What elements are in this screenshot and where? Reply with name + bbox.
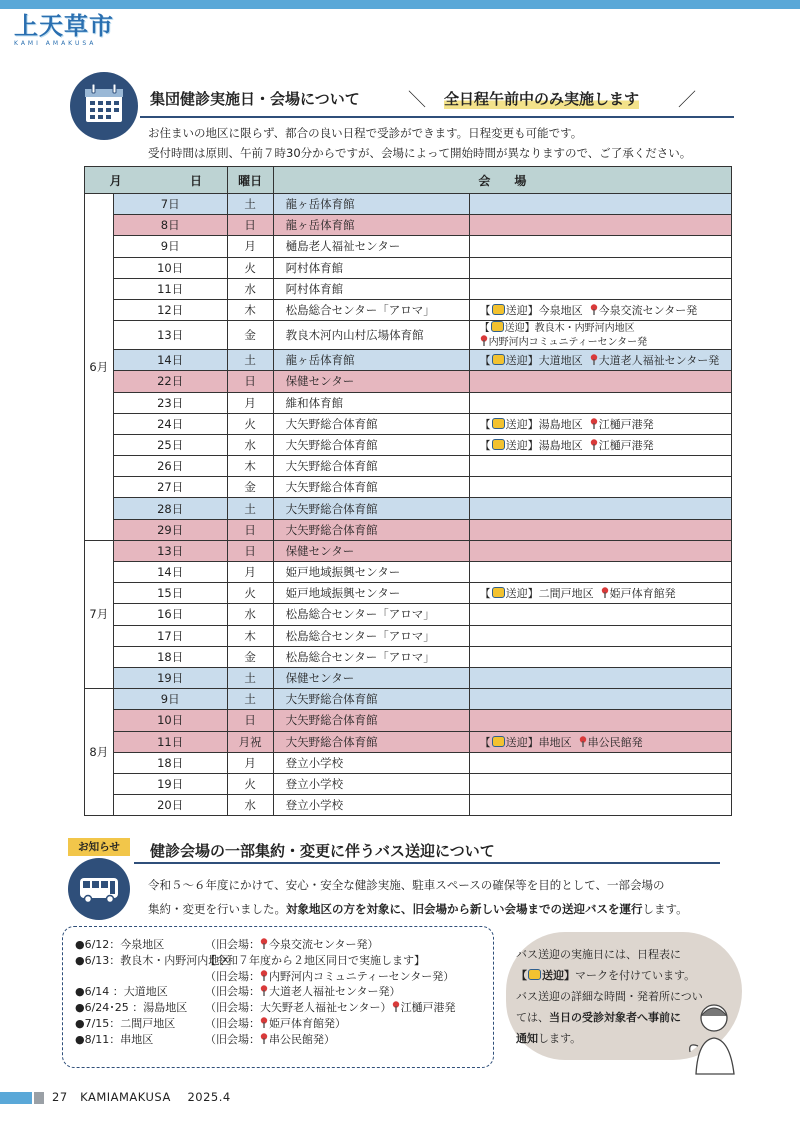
bus-list-item	[75, 969, 493, 985]
bus-list-detail	[205, 984, 401, 1000]
note-cell	[469, 477, 731, 498]
weekday-cell: 日	[227, 371, 273, 392]
bus-area: 湯島地区	[538, 438, 583, 452]
venue-cell: 姫戸地域振興センター	[273, 562, 469, 583]
weekday-cell: 日	[227, 519, 273, 540]
day-cell: 11日	[113, 278, 227, 299]
table-row	[85, 392, 732, 413]
table-row	[85, 299, 732, 320]
venue-cell: 大矢野総合体育館	[273, 498, 469, 519]
bus-list-date-area: ●6/13：教良木・内野河内地区	[75, 953, 231, 967]
table-row	[85, 646, 732, 667]
bus-mark-icon	[492, 304, 505, 315]
weekday-cell: 月	[227, 562, 273, 583]
venue-cell: 教良木河内山村広場体育館	[273, 321, 469, 350]
logo-main: 上天草市	[14, 12, 114, 40]
bus-mark-icon	[492, 418, 505, 429]
table-row	[85, 752, 732, 773]
day-cell: 13日	[113, 321, 227, 350]
day-cell: 16日	[113, 604, 227, 625]
table-row	[85, 236, 732, 257]
bus-list-item	[75, 1032, 493, 1048]
section-title: 集団健診実施日・会場について	[150, 90, 360, 108]
day-cell: 8日	[113, 215, 227, 236]
weekday-cell: 日	[227, 215, 273, 236]
weekday-cell: 木	[227, 299, 273, 320]
weekday-cell: 水	[227, 604, 273, 625]
bus-list-date-area: ●7/15：二間戸地区	[75, 1016, 176, 1030]
weekday-cell: 火	[227, 257, 273, 278]
note-cell	[469, 456, 731, 477]
day-cell: 12日	[113, 299, 227, 320]
bus-list-old-venue: 【令和７年度から２地区同日で実施します】	[205, 953, 425, 967]
table-row	[85, 321, 732, 350]
day-cell: 25日	[113, 434, 227, 455]
table-row	[85, 604, 732, 625]
table-row	[85, 731, 732, 752]
section-divider	[140, 116, 734, 118]
header-day: 日	[190, 173, 203, 188]
bus-list-departure: 内野河内コミュニティーセンター発）	[269, 969, 455, 983]
bus-note-cell: 【 送迎】湯島地区 江樋戸港発	[469, 413, 731, 434]
weekday-cell: 水	[227, 278, 273, 299]
header-month: 月	[109, 173, 122, 188]
publication-name: KAMIAMAKUSA	[80, 1090, 171, 1104]
table-row	[85, 667, 732, 688]
venue-cell: 保健センター	[273, 371, 469, 392]
table-row	[85, 371, 732, 392]
day-cell: 19日	[113, 773, 227, 794]
note-cell	[469, 194, 731, 215]
table-header-row	[85, 167, 732, 194]
bus-list-item	[75, 953, 493, 969]
header-venue: 会 場	[273, 167, 731, 194]
day-cell: 24日	[113, 413, 227, 434]
day-cell: 29日	[113, 519, 227, 540]
bus-label: 送迎	[505, 735, 528, 749]
table-row	[85, 477, 732, 498]
bus-note-cell: 【 送迎】二間戸地区 姫戸体育館発	[469, 583, 731, 604]
table-row	[85, 773, 732, 794]
bus-area: 串地区	[538, 735, 572, 749]
nurse-illustration-icon	[676, 996, 746, 1076]
venue-cell: 松島総合センター「アロマ」	[273, 604, 469, 625]
bus-note-cell: 【 送迎】今泉地区 今泉交流センター発	[469, 299, 731, 320]
venue-cell: 龍ヶ岳体育館	[273, 350, 469, 371]
weekday-cell: 月	[227, 752, 273, 773]
bus-departure: 姫戸体育館発	[609, 587, 676, 601]
bus-list-old-venue: （旧会場：大矢野老人福祉センター）	[205, 1001, 392, 1015]
bus-list-item	[75, 1000, 493, 1016]
venue-cell: 阿村体育館	[273, 278, 469, 299]
intro-line-2: 受付時間は原則、午前７時30分からですが、会場によって開始時間が異なりますので、ご了承ください。	[148, 146, 692, 160]
bus-list-old-venue: （旧会場：	[205, 1032, 260, 1046]
bus-departure: 大道老人福祉センター発	[598, 354, 720, 368]
note-cell	[469, 795, 731, 816]
cloud-text	[516, 944, 703, 1049]
month-cell: 6月	[85, 194, 114, 541]
weekday-cell: 土	[227, 667, 273, 688]
bus-label: 送迎	[505, 304, 528, 318]
note-cell	[469, 689, 731, 710]
venue-cell: 登立小学校	[273, 773, 469, 794]
day-cell: 18日	[113, 646, 227, 667]
table-row	[85, 215, 732, 236]
venue-cell: 松島総合センター「アロマ」	[273, 646, 469, 667]
day-cell: 10日	[113, 710, 227, 731]
day-cell: 13日	[113, 540, 227, 561]
note-cell	[469, 371, 731, 392]
weekday-cell: 日	[227, 540, 273, 561]
bus-departure: 内野河内コミュニティーセンター発	[488, 337, 648, 349]
pin-icon	[260, 1017, 268, 1028]
note-cell	[469, 604, 731, 625]
note-cell	[469, 215, 731, 236]
weekday-cell: 月	[227, 236, 273, 257]
footer-text	[52, 1090, 231, 1104]
day-cell: 11日	[113, 731, 227, 752]
bus-list-detail	[205, 953, 425, 969]
note-cell	[469, 562, 731, 583]
day-cell: 17日	[113, 625, 227, 646]
venue-cell: 大矢野総合体育館	[273, 731, 469, 752]
weekday-cell: 水	[227, 795, 273, 816]
pin-icon	[590, 304, 598, 315]
bus-icon	[68, 858, 130, 920]
pin-icon	[260, 985, 268, 996]
table-row	[85, 519, 732, 540]
note-cell	[469, 667, 731, 688]
footer-bar	[0, 1092, 32, 1104]
cloud-line-4b: 当日の受診対象者へ事前に	[549, 1011, 681, 1024]
table-row	[85, 625, 732, 646]
note-cell	[469, 392, 731, 413]
bus-list-detail	[205, 937, 379, 953]
weekday-cell: 金	[227, 646, 273, 667]
day-cell: 23日	[113, 392, 227, 413]
day-cell: 14日	[113, 562, 227, 583]
note-cell	[469, 519, 731, 540]
calendar-icon	[70, 72, 138, 140]
slash-right: ／	[678, 90, 696, 111]
weekday-cell: 金	[227, 477, 273, 498]
bus-list-date-area: ●6/24･25 ：湯島地区	[75, 1001, 188, 1015]
cloud-line-3: バス送迎の詳細な時間・発着所につい	[516, 990, 703, 1003]
city-logo	[14, 12, 124, 52]
day-cell: 20日	[113, 795, 227, 816]
weekday-cell: 月	[227, 392, 273, 413]
pin-icon	[260, 938, 268, 949]
bus-list-old-venue: （旧会場：	[205, 985, 260, 999]
note-cell	[469, 540, 731, 561]
weekday-cell: 木	[227, 456, 273, 477]
weekday-cell: 火	[227, 583, 273, 604]
bus-departure: 江樋戸港発	[598, 417, 654, 431]
weekday-cell: 土	[227, 350, 273, 371]
note-cell	[469, 236, 731, 257]
month-cell: 8月	[85, 689, 114, 816]
bus-list-detail	[205, 1032, 335, 1048]
pin-icon	[579, 736, 587, 747]
bus-area: 二間戸地区	[538, 587, 594, 601]
weekday-cell: 水	[227, 434, 273, 455]
note-cell	[469, 498, 731, 519]
note-cell	[469, 278, 731, 299]
venue-cell: 龍ヶ岳体育館	[273, 215, 469, 236]
day-cell: 14日	[113, 350, 227, 371]
table-row	[85, 540, 732, 561]
day-cell: 9日	[113, 689, 227, 710]
venue-cell: 大矢野総合体育館	[273, 519, 469, 540]
bus-label: 送迎	[505, 587, 528, 601]
table-row	[85, 350, 732, 371]
bus-mark-icon	[492, 736, 505, 747]
header-weekday: 曜日	[227, 167, 273, 194]
pin-icon	[260, 1033, 268, 1044]
table-row	[85, 689, 732, 710]
table-row	[85, 795, 732, 816]
day-cell: 9日	[113, 236, 227, 257]
cloud-line-2a: 【	[516, 969, 527, 982]
cloud-line-1: バス送迎の実施日には、日程表に	[516, 948, 681, 961]
pin-icon	[480, 335, 488, 346]
weekday-cell: 火	[227, 773, 273, 794]
bus-list-item	[75, 937, 493, 953]
pin-icon	[590, 439, 598, 450]
notice-line-2	[148, 897, 728, 921]
bus-mark-icon	[492, 439, 505, 450]
publication-date: 2025.4	[187, 1090, 231, 1104]
top-bar	[0, 0, 800, 9]
header-month-day	[85, 167, 228, 194]
bus-note-cell: 【 送迎】串地区 串公民館発	[469, 731, 731, 752]
bus-list-detail	[205, 969, 454, 985]
bus-list-detail	[205, 1000, 456, 1016]
cloud-line-4a: ては、	[516, 1011, 549, 1024]
table-row	[85, 583, 732, 604]
venue-cell: 大矢野総合体育館	[273, 456, 469, 477]
bus-mark-icon	[492, 354, 505, 365]
weekday-cell: 月祝	[227, 731, 273, 752]
notice-line-1: 令和５～６年度にかけて、安心・安全な健診実施、駐車スペースの確保等を目的として、一部会場の	[148, 878, 665, 892]
bus-note-cell: 【 送迎】湯島地区 江樋戸港発	[469, 434, 731, 455]
bus-label: 送迎	[504, 323, 525, 335]
bus-list-item	[75, 984, 493, 1000]
note-cell	[469, 773, 731, 794]
notice-tag: お知らせ	[68, 838, 130, 856]
intro-line-1: お住まいの地区に限らず、都合の良い日程で受診ができます。日程変更も可能です。	[148, 126, 583, 140]
day-cell: 26日	[113, 456, 227, 477]
section-subtitle: 全日程午前中のみ実施します	[444, 90, 640, 108]
bus-departure: 今泉交流センター発	[598, 304, 698, 318]
day-cell: 7日	[113, 194, 227, 215]
day-cell: 22日	[113, 371, 227, 392]
table-body	[85, 194, 732, 816]
cloud-line-2c: マークを付けています。	[575, 969, 696, 982]
note-cell	[469, 752, 731, 773]
table-row	[85, 413, 732, 434]
notice-text	[148, 873, 728, 921]
day-cell: 28日	[113, 498, 227, 519]
pin-icon	[590, 354, 598, 365]
cloud-line-5a: 通知	[516, 1032, 538, 1045]
day-cell: 15日	[113, 583, 227, 604]
venue-cell: 松島総合センター「アロマ」	[273, 625, 469, 646]
notice-line-2b: 対象地区の方を対象に、旧会場から新しい会場までの送迎バスを運行	[286, 902, 643, 916]
note-cell	[469, 625, 731, 646]
venue-cell: 大矢野総合体育館	[273, 477, 469, 498]
cloud-line-5	[516, 1028, 703, 1049]
venue-cell: 大矢野総合体育館	[273, 434, 469, 455]
weekday-cell: 金	[227, 321, 273, 350]
bus-area: 大道地区	[538, 354, 583, 368]
day-cell: 18日	[113, 752, 227, 773]
bus-departure: 江樋戸港発	[598, 438, 654, 452]
cloud-line-2b: 送迎】	[542, 969, 575, 982]
bus-label: 送迎	[505, 354, 528, 368]
pin-icon	[260, 970, 268, 981]
venue-cell: 登立小学校	[273, 795, 469, 816]
day-cell: 27日	[113, 477, 227, 498]
bus-list-date-area: ●6/14 ：大道地区	[75, 985, 168, 999]
bus-list-detail	[205, 1016, 346, 1032]
page-number: 27	[52, 1090, 68, 1104]
venue-cell: 保健センター	[273, 540, 469, 561]
cloud-line-4	[516, 1007, 703, 1028]
month-cell: 7月	[85, 540, 114, 688]
bus-note-cell: 【 送迎】教良木・内野河内地区 内野河内コミュニティーセンター発	[469, 321, 731, 350]
bus-list-item	[75, 1016, 493, 1032]
bus-area: 湯島地区	[538, 417, 583, 431]
bus-list-departure: 江樋戸港発	[400, 1001, 456, 1015]
slash-left: ＼	[408, 90, 426, 111]
table-row	[85, 278, 732, 299]
table-row	[85, 456, 732, 477]
footer-bar-grey	[34, 1092, 44, 1104]
notice-line-2a: 集約・変更を行いました。	[148, 902, 286, 916]
venue-cell: 維和体育館	[273, 392, 469, 413]
notice-title: 健診会場の一部集約・変更に伴うバス送迎について	[150, 842, 495, 860]
note-cell	[469, 646, 731, 667]
bus-mark-icon	[492, 587, 505, 598]
weekday-cell: 木	[227, 625, 273, 646]
table-row	[85, 257, 732, 278]
pin-icon	[590, 418, 598, 429]
cloud-line-2	[516, 965, 703, 986]
weekday-cell: 火	[227, 413, 273, 434]
table-row	[85, 434, 732, 455]
bus-schedule-box	[62, 926, 494, 1068]
venue-cell: 姫戸地域振興センター	[273, 583, 469, 604]
weekday-cell: 土	[227, 194, 273, 215]
bus-list-departure: 串公民館発）	[269, 1032, 335, 1046]
bus-note-cell: 【 送迎】大道地区 大道老人福祉センター発	[469, 350, 731, 371]
bus-mark-icon	[491, 321, 504, 332]
bus-area: 今泉地区	[538, 304, 583, 318]
pin-icon	[601, 587, 609, 598]
bus-list-date-area: ●8/11：串地区	[75, 1032, 154, 1046]
venue-cell: 阿村体育館	[273, 257, 469, 278]
venue-cell: 登立小学校	[273, 752, 469, 773]
bus-label: 送迎	[505, 417, 528, 431]
table-row	[85, 194, 732, 215]
venue-cell: 松島総合センター「アロマ」	[273, 299, 469, 320]
table-row	[85, 498, 732, 519]
note-cell	[469, 257, 731, 278]
venue-cell: 保健センター	[273, 667, 469, 688]
venue-cell: 大矢野総合体育館	[273, 413, 469, 434]
intro-text	[148, 123, 691, 163]
notice-divider	[134, 862, 720, 864]
cloud-line-5b: します。	[538, 1032, 582, 1045]
bus-list-date-area: ●6/12：今泉地区	[75, 938, 165, 951]
notice-line-2c: します。	[642, 902, 688, 916]
venue-cell: 大矢野総合体育館	[273, 710, 469, 731]
note-cell	[469, 710, 731, 731]
bus-label: 送迎	[505, 438, 528, 452]
day-cell: 10日	[113, 257, 227, 278]
bus-list-departure: 姫戸体育館発）	[269, 1016, 346, 1030]
pin-icon	[392, 1001, 400, 1012]
day-cell: 19日	[113, 667, 227, 688]
bus-list-old-venue: （旧会場：	[205, 969, 260, 983]
bus-list-departure: 大道老人福祉センター発）	[269, 985, 401, 999]
bus-departure: 串公民館発	[587, 735, 643, 749]
weekday-cell: 土	[227, 689, 273, 710]
table-row	[85, 562, 732, 583]
bus-list-departure: 今泉交流センター発）	[269, 938, 379, 951]
schedule-table	[84, 166, 732, 816]
venue-cell: 龍ヶ岳体育館	[273, 194, 469, 215]
bus-list-old-venue: （旧会場：	[205, 938, 260, 951]
logo-sub: KAMI AMAKUSA	[14, 40, 97, 47]
venue-cell: 大矢野総合体育館	[273, 689, 469, 710]
weekday-cell: 土	[227, 498, 273, 519]
bus-list-old-venue: （旧会場：	[205, 1016, 260, 1030]
bus-mark-icon	[528, 969, 541, 980]
table-row	[85, 710, 732, 731]
venue-cell: 樋島老人福祉センター	[273, 236, 469, 257]
bus-area: 教良木・内野河内地区	[534, 323, 635, 335]
weekday-cell: 日	[227, 710, 273, 731]
